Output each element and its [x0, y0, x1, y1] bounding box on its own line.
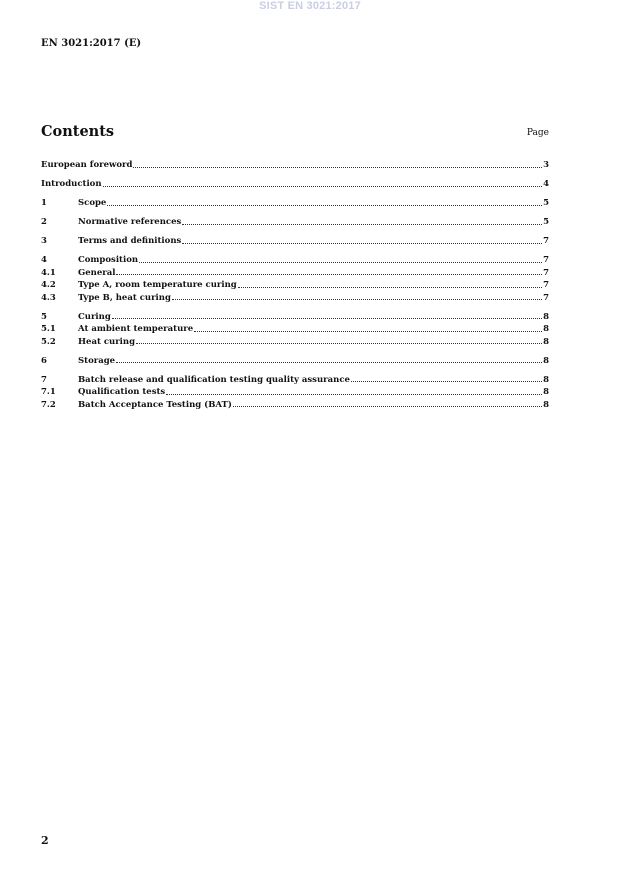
toc-entry-title: European foreword — [41, 160, 133, 170]
toc-entry-number: 7.2 — [41, 399, 56, 410]
toc-entry-number: 3 — [41, 236, 47, 246]
toc-entry[interactable] — [41, 397, 549, 410]
toc-entry-page: 7 — [543, 236, 549, 246]
toc-entry-page: 4 — [543, 179, 549, 189]
toc-entry[interactable] — [41, 252, 549, 265]
toc-entry-number: 5.1 — [41, 324, 56, 334]
toc-entry-page: 8 — [543, 387, 549, 397]
toc-entry-page: 7 — [543, 255, 549, 265]
toc-entry-page: 7 — [543, 267, 549, 278]
toc-entry[interactable] — [41, 233, 549, 246]
toc-entry[interactable] — [41, 214, 549, 227]
toc-entry-number: 4.2 — [41, 280, 56, 290]
toc-entry[interactable] — [41, 265, 549, 278]
toc-entry-title: Storage — [78, 355, 116, 366]
toc-entry-title: Composition — [78, 255, 139, 265]
toc-entry[interactable] — [41, 176, 549, 189]
toc-entry[interactable] — [41, 334, 549, 347]
toc-entry-number: 2 — [41, 217, 47, 227]
toc-entry-title: At ambient temperature — [78, 324, 194, 334]
toc-entry-page: 8 — [543, 336, 549, 347]
table-of-contents — [41, 157, 549, 409]
toc-entry-title: Heat curing — [78, 336, 136, 347]
toc-dot-leader — [182, 224, 542, 225]
toc-dot-leader — [116, 362, 542, 363]
document-id: EN 3021:2017 (E) — [41, 38, 142, 49]
toc-entry-title: Normative references — [78, 217, 182, 227]
toc-entry-title: Curing — [78, 311, 111, 322]
toc-entry-title: Terms and definitions — [78, 236, 182, 246]
toc-dot-leader — [103, 186, 543, 187]
toc-dot-leader — [172, 299, 542, 300]
toc-entry-page: 7 — [543, 292, 549, 303]
toc-dot-leader — [112, 318, 542, 319]
toc-entry-number: 6 — [41, 355, 47, 366]
toc-entry-title: Qualification tests — [78, 387, 166, 397]
toc-entry-page: 5 — [543, 198, 549, 208]
toc-dot-leader — [136, 343, 542, 344]
toc-entry-title: Scope — [78, 198, 107, 208]
toc-dot-leader — [133, 167, 542, 168]
toc-entry-page: 3 — [543, 160, 549, 170]
toc-dot-leader — [194, 331, 542, 332]
toc-dot-leader — [166, 394, 542, 395]
toc-entry[interactable] — [41, 195, 549, 208]
toc-entry-number: 7 — [41, 374, 47, 385]
toc-dot-leader — [116, 274, 542, 275]
toc-dot-leader — [107, 205, 542, 206]
toc-entry[interactable] — [41, 309, 549, 322]
page-column-label: Page — [526, 128, 549, 138]
toc-entry-title: Type A, room temperature curing — [78, 280, 237, 290]
contents-heading: Contents — [41, 123, 115, 140]
toc-entry-page: 8 — [543, 355, 549, 366]
toc-entry-number: 4.3 — [41, 292, 56, 303]
toc-dot-leader — [182, 243, 542, 244]
toc-entry[interactable] — [41, 372, 549, 385]
toc-entry-number: 5 — [41, 311, 47, 322]
toc-entry-number: 1 — [41, 198, 47, 208]
toc-entry[interactable] — [41, 353, 549, 366]
toc-entry[interactable] — [41, 277, 549, 290]
toc-entry-page: 8 — [543, 399, 549, 410]
page-number: 2 — [41, 834, 49, 847]
toc-dot-leader — [238, 287, 542, 288]
toc-entry-title: Type B, heat curing — [78, 292, 171, 303]
toc-entry-title: Batch release and qualification testing quality assurance — [78, 374, 350, 385]
toc-entry-page: 8 — [543, 311, 549, 322]
toc-entry[interactable] — [41, 384, 549, 397]
toc-entry-title: Batch Acceptance Testing (BAT) — [78, 399, 232, 410]
toc-dot-leader — [139, 262, 542, 263]
toc-entry-page: 5 — [543, 217, 549, 227]
toc-dot-leader — [233, 406, 542, 407]
toc-entry-number: 4 — [41, 255, 47, 265]
toc-entry-title: General — [78, 267, 116, 278]
toc-entry-page: 8 — [543, 374, 549, 385]
toc-entry-page: 7 — [543, 280, 549, 290]
watermark: SIST EN 3021:2017 — [259, 0, 361, 12]
toc-entry[interactable] — [41, 157, 549, 170]
toc-dot-leader — [351, 381, 542, 382]
toc-entry[interactable] — [41, 290, 549, 303]
toc-entry-title: Introduction — [41, 179, 102, 189]
toc-entry[interactable] — [41, 321, 549, 334]
toc-entry-number: 5.2 — [41, 336, 56, 347]
toc-entry-page: 8 — [543, 324, 549, 334]
toc-entry-number: 4.1 — [41, 267, 56, 278]
toc-entry-number: 7.1 — [41, 387, 56, 397]
